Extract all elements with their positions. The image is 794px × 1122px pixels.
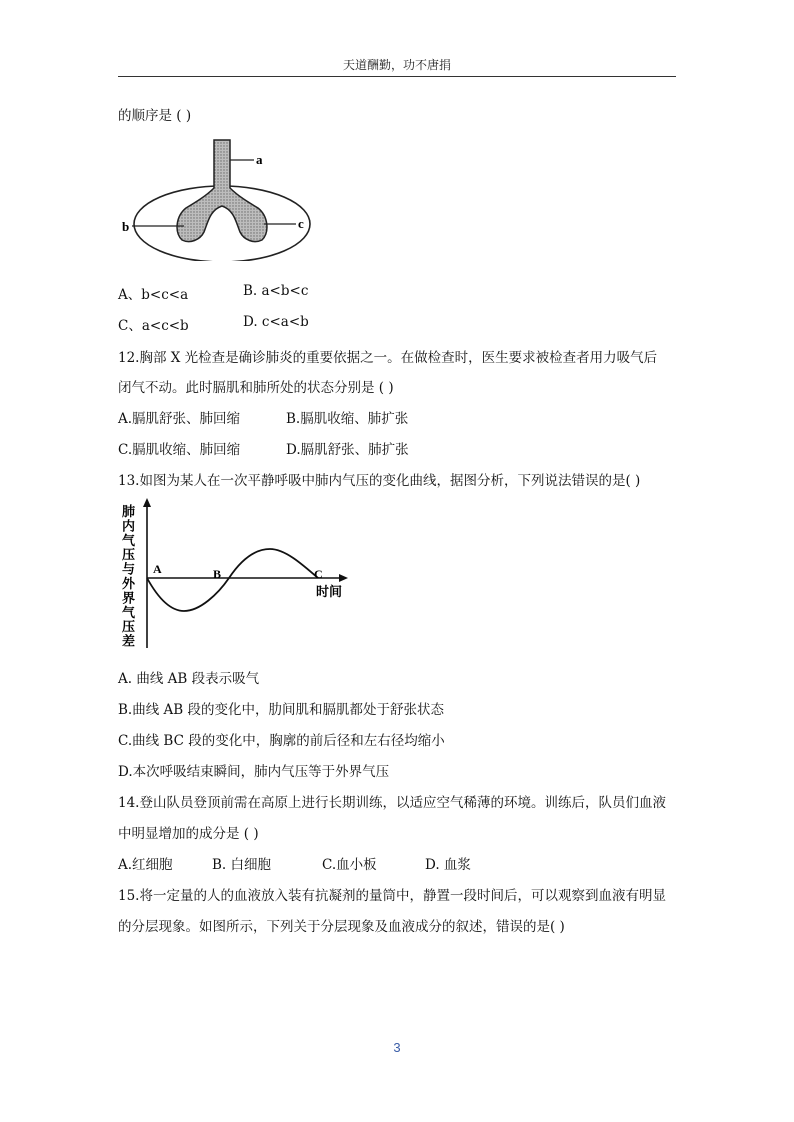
graph-ylabel-char: 界 — [122, 590, 136, 606]
q12-option-c: C.膈肌收缩、肺回缩 — [118, 442, 241, 458]
q12-stem-line1: 12.胸部 X 光检查是确诊肺炎的重要依据之一。在做检查时，医生要求被检查者用力吸气后 — [118, 350, 658, 366]
graph-ylabel-char: 与 — [122, 561, 136, 577]
pressure-curve — [147, 549, 318, 611]
q14-stem-line1: 14.登山队员登顶前需在高原上进行长期训练，以适应空气稀薄的环境。训练后，队员们血液 — [118, 795, 666, 811]
graph-point-a: A — [153, 562, 162, 576]
graph-ylabel-char: 气 — [122, 532, 136, 548]
q11-stem-tail: 的顺序是 ( ) — [118, 108, 192, 124]
q14-option-b: B. 白细胞 — [212, 857, 272, 873]
q12-option-b: B.膈肌收缩、肺扩张 — [286, 411, 409, 427]
graph-point-b: B — [213, 567, 222, 581]
q12-stem-line2: 闭气不动。此时膈肌和肺所处的状态分别是 ( ) — [118, 380, 394, 396]
lung-diagram — [118, 136, 318, 261]
label-c: c — [298, 216, 304, 231]
header-motto: 天道酬勤，功不唐捐 — [342, 58, 451, 72]
graph-ylabel-char: 气 — [122, 604, 136, 620]
q11-option-a: A、b<c<a — [118, 287, 189, 303]
q14-option-a: A.红细胞 — [118, 857, 173, 873]
q13-stem: 13.如图为某人在一次平静呼吸中肺内气压的变化曲线，据图分析，下列说法错误的是( ) — [118, 473, 641, 489]
graph-ylabel-char: 外 — [122, 576, 136, 591]
q15-stem-line2: 的分层现象。如图所示，下列关于分层现象及血液成分的叙述，错误的是( ) — [118, 919, 565, 935]
q13-option-b: B.曲线 AB 段的变化中，肋间肌和膈肌都处于舒张状态 — [118, 702, 444, 718]
q11-option-d: D. c<a<b — [243, 314, 309, 330]
page-header — [118, 56, 676, 77]
q13-option-c: C.曲线 BC 段的变化中，胸廓的前后径和左右径均缩小 — [118, 733, 445, 749]
q14-stem-line2: 中明显增加的成分是 ( ) — [118, 826, 259, 842]
pressure-graph — [118, 498, 358, 652]
graph-ylabel-char: 差 — [122, 633, 136, 649]
graph-ylabel — [122, 504, 136, 649]
q13-option-a: A. 曲线 AB 段表示吸气 — [118, 671, 260, 687]
graph-ylabel-char: 压 — [122, 547, 136, 563]
graph-ylabel-char: 压 — [122, 619, 136, 635]
label-a: a — [256, 152, 263, 167]
q13-option-d: D.本次呼吸结束瞬间，肺内气压等于外界气压 — [118, 764, 390, 780]
q11-option-c: C、a<c<b — [118, 318, 189, 334]
q11-option-b: B. a<b<c — [243, 283, 309, 299]
q12-option-d: D.膈肌舒张、肺扩张 — [286, 442, 409, 458]
page-number: 3 — [393, 1040, 401, 1055]
graph-ylabel-char: 肺 — [122, 504, 136, 519]
graph-xlabel: 时间 — [316, 584, 343, 599]
trachea-and-lungs — [177, 140, 267, 242]
q15-stem-line1: 15.将一定量的人的血液放入装有抗凝剂的量筒中，静置一段时间后，可以观察到血液有明显 — [118, 888, 666, 904]
q14-option-d: D. 血浆 — [425, 857, 471, 873]
q12-option-a: A.膈肌舒张、肺回缩 — [118, 411, 241, 427]
graph-point-c: C — [314, 567, 323, 581]
label-b: b — [122, 219, 130, 234]
q14-option-c: C.血小板 — [322, 857, 377, 873]
graph-ylabel-char: 内 — [122, 518, 136, 534]
